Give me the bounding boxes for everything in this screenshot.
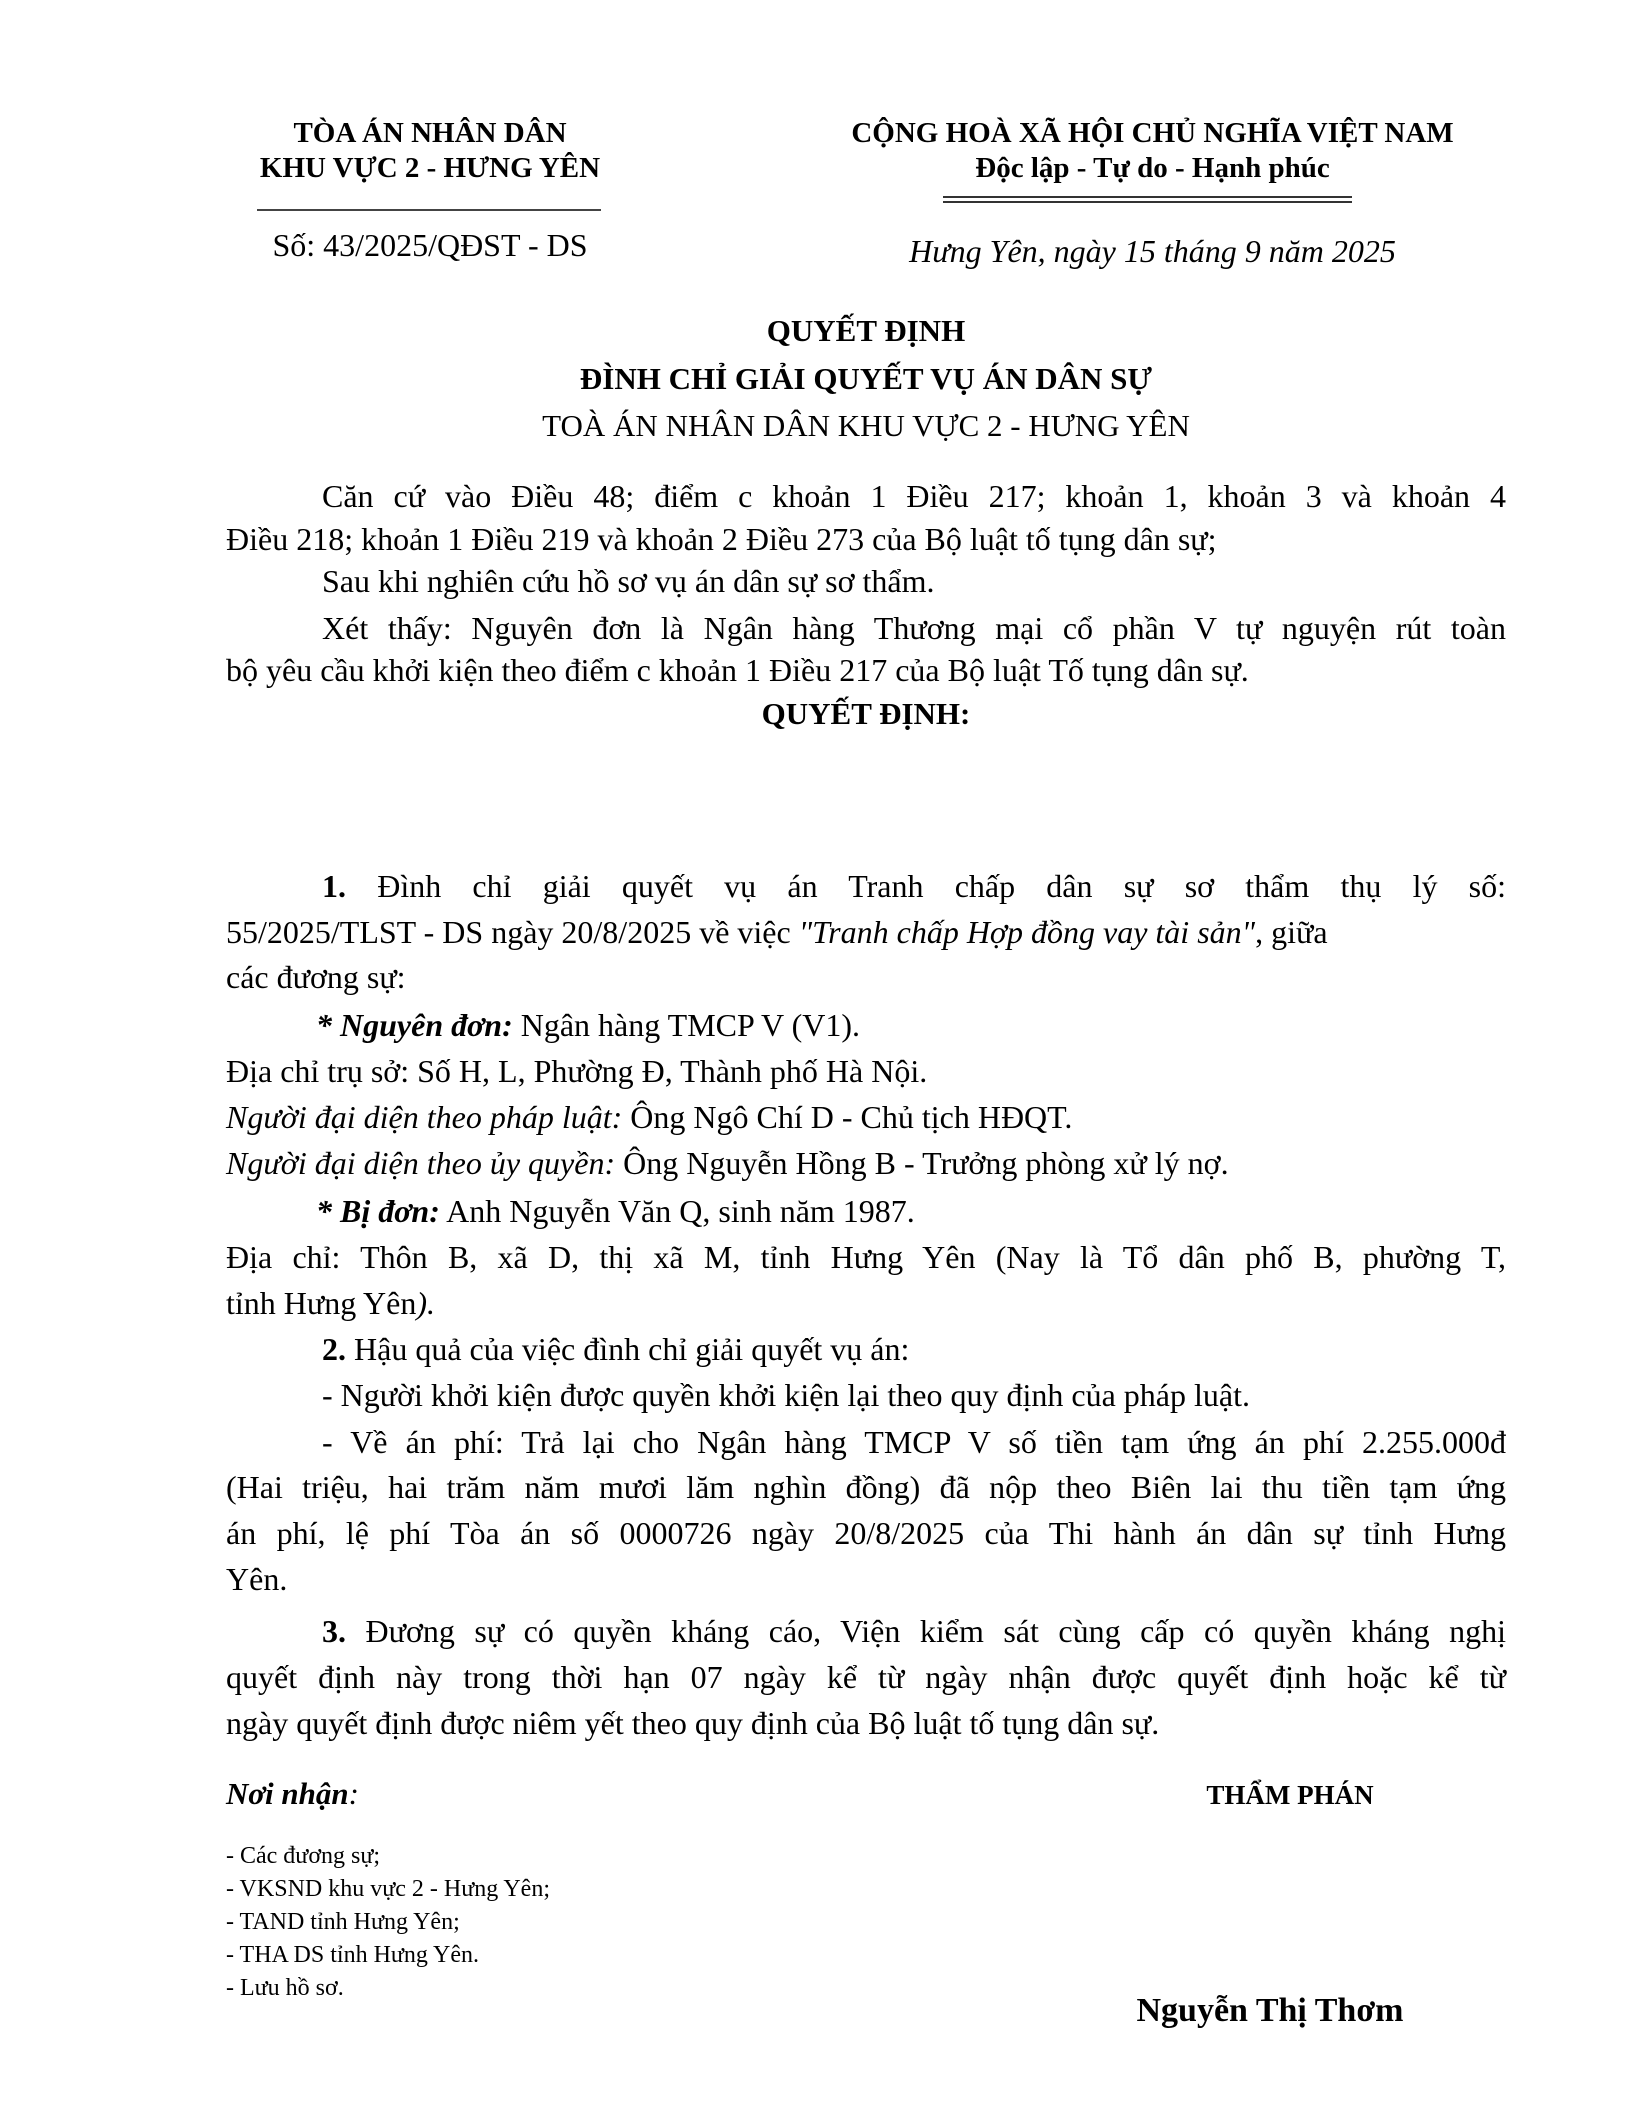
recipient-item: - THA DS tỉnh Hưng Yên.: [226, 1942, 480, 1968]
defendant-address-province: tỉnh Hưng Yên: [226, 1285, 417, 1321]
plaintiff-line: [316, 1006, 1596, 1044]
plaintiff-address: Địa chỉ trụ sở: Số H, L, Phường Đ, Thành phố Hà Nội.: [226, 1053, 928, 1089]
court-name-line1: TÒA ÁN NHÂN DÂN: [293, 117, 567, 149]
item2-text: Hậu quả của việc đình chỉ giải quyết vụ án:: [346, 1331, 910, 1367]
item2-bullet2-line1: - Về án phí: Trả lại cho Ngân hàng TMCP V số tiền tạm ứng án phí 2.255.000đ: [322, 1424, 1506, 1460]
plaintiff-label: * Nguyên đơn:: [316, 1007, 513, 1043]
item2-heading: [322, 1330, 1506, 1368]
item1-line1: [322, 867, 1506, 905]
recipient-item: - TAND tỉnh Hưng Yên;: [226, 1909, 460, 1935]
recipient-item: - Các đương sự;: [226, 1843, 381, 1869]
item1-line2: [226, 913, 1506, 951]
title-court: TOÀ ÁN NHÂN DÂN KHU VỰC 2 - HƯNG YÊN: [542, 408, 1190, 443]
defendant-value: Anh Nguyễn Văn Q, sinh năm 1987.: [439, 1193, 915, 1229]
item1-number: 1.: [322, 868, 346, 904]
item1-line3: các đương sự:: [226, 959, 406, 995]
title-decision: QUYẾT ĐỊNH: [766, 313, 966, 348]
legal-basis-line2: Điều 218; khoản 1 Điều 219 và khoản 2 Điều 273 của Bộ luật tố tụng dân sự;: [226, 521, 1217, 557]
header-left-divider: [257, 209, 601, 211]
recipients-heading: [226, 1775, 359, 1813]
recipient-item: - VKSND khu vực 2 - Hưng Yên;: [226, 1876, 550, 1902]
document-number: Số: 43/2025/QĐST - DS: [272, 227, 588, 263]
auth-rep-value: Ông Nguyễn Hồng B - Trưởng phòng xử lý nợ.: [615, 1145, 1229, 1181]
decision-heading: QUYẾT ĐỊNH:: [761, 696, 971, 731]
item3-line2: quyết định này trong thời hạn 07 ngày kể từ ngày nhận được quyết định hoặc kể từ: [226, 1659, 1506, 1695]
after-review: Sau khi nghiên cứu hồ sơ vụ án dân sự sơ thẩm.: [322, 563, 935, 599]
auth-rep-label: Người đại diện theo ủy quyền:: [226, 1145, 616, 1181]
title-subject: ĐÌNH CHỈ GIẢI QUYẾT VỤ ÁN DÂN SỰ: [579, 361, 1153, 396]
defendant-address-line1: Địa chỉ: Thôn B, xã D, thị xã M, tỉnh Hưng Yên (Nay là Tổ dân phố B, phường T,: [226, 1239, 1506, 1275]
national-motto: Độc lập - Tự do - Hạnh phúc: [975, 152, 1330, 184]
header-right-double-divider: [943, 196, 1352, 203]
defendant-address-line2: [226, 1284, 1506, 1322]
defendant-line: [316, 1192, 1596, 1230]
item2-bullet2-line4: Yên.: [226, 1561, 288, 1597]
signer-name: Nguyễn Thị Thơm: [1136, 1992, 1404, 2029]
case-type: "Tranh chấp Hợp đồng vay tài sản": [798, 914, 1256, 950]
signer-title: THẨM PHÁN: [1206, 1780, 1374, 1810]
court-name-line2: KHU VỰC 2 - HƯNG YÊN: [259, 152, 601, 184]
legal-representative: [226, 1098, 1506, 1136]
plaintiff-value: Ngân hàng TMCP V (V1).: [512, 1007, 860, 1043]
case-number-text: 55/2025/TLST - DS ngày 20/8/2025 về việc: [226, 914, 799, 950]
consideration-line2: bộ yêu cầu khởi kiện theo điểm c khoản 1 Điều 217 của Bộ luật Tố tụng dân sự.: [226, 652, 1249, 688]
recipients-colon: :: [348, 1776, 359, 1811]
defendant-address-end: ).: [416, 1285, 436, 1321]
legal-basis-line1: Căn cứ vào Điều 48; điểm c khoản 1 Điều 217; khoản 1, khoản 3 và khoản 4: [322, 478, 1506, 514]
national-title: CỘNG HOÀ XÃ HỘI CHỦ NGHĨA VIỆT NAM: [851, 117, 1454, 149]
item2-number: 2.: [322, 1331, 346, 1367]
defendant-label: * Bị đơn:: [316, 1193, 440, 1229]
legal-rep-label: Người đại diện theo pháp luật:: [226, 1099, 623, 1135]
item3-line3: ngày quyết định được niêm yết theo quy định của Bộ luật tố tụng dân sự.: [226, 1705, 1160, 1741]
place-and-date: Hưng Yên, ngày 15 tháng 9 năm 2025: [909, 233, 1396, 269]
recipient-item: - Lưu hồ sơ.: [226, 1975, 344, 2001]
item3-number: 3.: [322, 1613, 346, 1649]
item2-bullet2-line2: (Hai triệu, hai trăm năm mươi lăm nghìn đồng) đã nộp theo Biên lai thu tiền tạm ứng: [226, 1469, 1506, 1505]
legal-rep-value: Ông Ngô Chí D - Chủ tịch HĐQT.: [622, 1099, 1073, 1135]
item3-text: Đương sự có quyền kháng cáo, Viện kiểm sát cùng cấp có quyền kháng nghị: [346, 1613, 1506, 1649]
recipients-label: Nơi nhận: [226, 1776, 349, 1811]
item3-line1: [322, 1612, 1506, 1650]
authorized-representative: [226, 1144, 1506, 1182]
item2-bullet1: - Người khởi kiện được quyền khởi kiện lại theo quy định của pháp luật.: [322, 1377, 1250, 1413]
item1-line2-end: , giữa: [1255, 914, 1328, 950]
consideration-line1: Xét thấy: Nguyên đơn là Ngân hàng Thương mại cổ phần V tự nguyện rút toàn: [322, 610, 1506, 646]
item1-text: Đình chỉ giải quyết vụ án Tranh chấp dân sự sơ thẩm thụ lý số:: [377, 868, 1507, 904]
item2-bullet2-line3: án phí, lệ phí Tòa án số 0000726 ngày 20/8/2025 của Thi hành án dân sự tỉnh Hưng: [226, 1515, 1506, 1551]
